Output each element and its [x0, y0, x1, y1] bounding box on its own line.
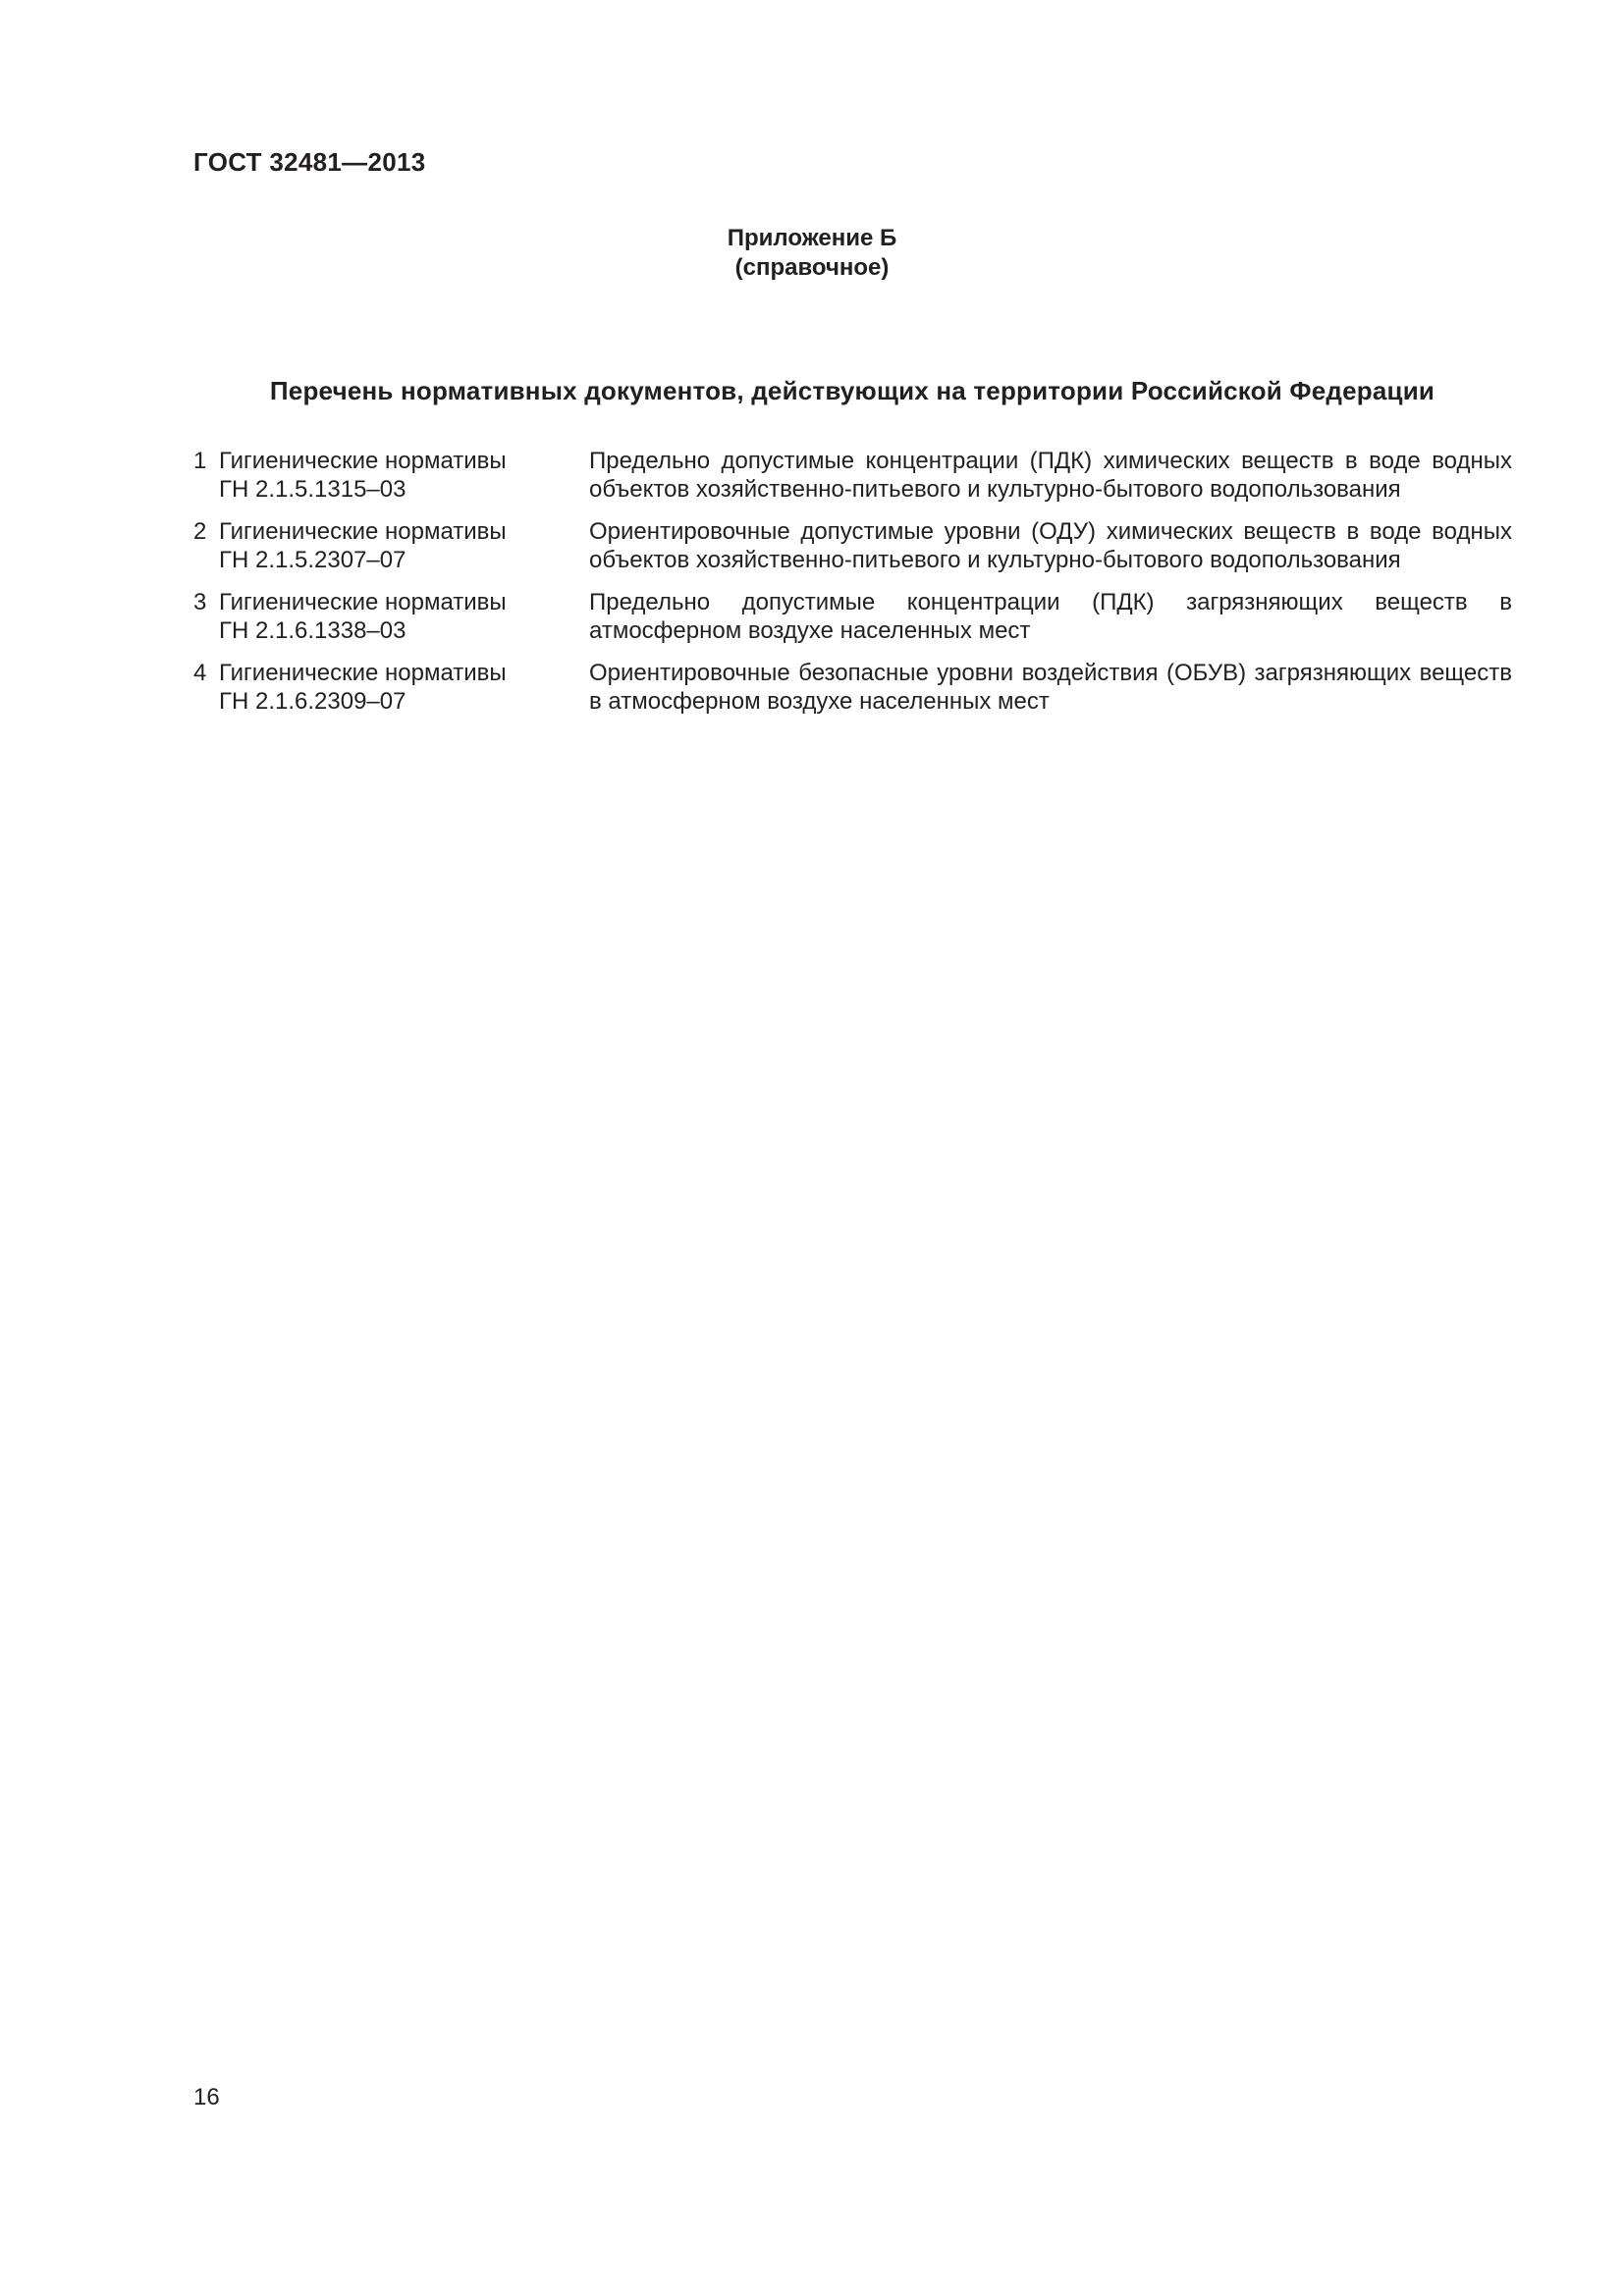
reference-type: Гигиенические нормативы	[219, 589, 507, 615]
document-reference	[219, 659, 589, 716]
reference-code: ГН 2.1.5.1315–03	[219, 476, 406, 503]
appendix-heading	[0, 224, 1624, 283]
section-title: Перечень нормативных документов, действующих на территории Российской Федерации	[269, 376, 1435, 405]
document-standard-code: ГОСТ 32481—2013	[193, 147, 426, 177]
document-description: Предельно допустимые концентрации (ПДК) химических веществ в воде водных объектов хозяйственно-питьевого и культурно-бытового водопользования	[589, 448, 1512, 503]
list-item	[193, 659, 1519, 716]
reference-code: ГН 2.1.6.1338–03	[219, 617, 406, 644]
item-number: 2	[193, 518, 207, 545]
reference-type: Гигиенические нормативы	[219, 660, 507, 686]
appendix-type: (справочное)	[734, 254, 890, 281]
normative-documents-list	[193, 447, 1519, 729]
reference-type: Гигиенические нормативы	[219, 518, 507, 545]
document-description: Ориентировочные допустимые уровни (ОДУ) химических веществ в воде водных объектов хозяйственно-питьевого и культурно-бытового водопользования	[589, 518, 1512, 573]
list-item	[193, 447, 1519, 504]
appendix-title: Приложение Б	[727, 225, 897, 251]
reference-code: ГН 2.1.6.2309–07	[219, 688, 406, 715]
item-number: 1	[193, 448, 207, 474]
reference-type: Гигиенические нормативы	[219, 448, 507, 474]
document-reference	[219, 447, 589, 504]
document-reference	[219, 588, 589, 645]
list-item	[193, 588, 1519, 645]
document-description: Предельно допустимые концентрации (ПДК) загрязняющих веществ в атмосферном воздухе населенных мест	[589, 589, 1512, 644]
item-number: 3	[193, 589, 207, 615]
document-description: Ориентировочные безопасные уровни воздействия (ОБУВ) загрязняющих веществ в атмосферном воздухе населенных мест	[589, 660, 1512, 715]
item-number: 4	[193, 660, 207, 686]
document-reference	[219, 517, 589, 574]
page-number: 16	[193, 2084, 220, 2110]
list-item	[193, 517, 1519, 574]
reference-code: ГН 2.1.5.2307–07	[219, 547, 406, 573]
